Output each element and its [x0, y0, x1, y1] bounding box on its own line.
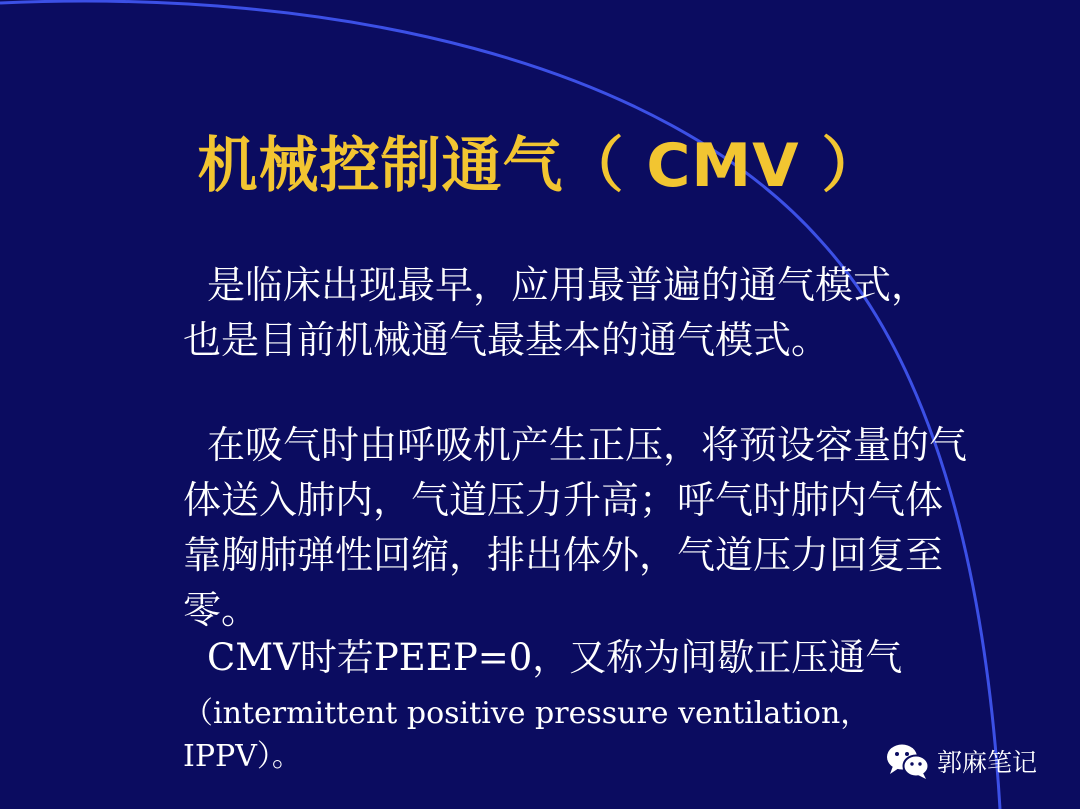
paragraph-definition: 是临床出现最早，应用最普遍的通气模式，也是目前机械通气最基本的通气模式。	[183, 263, 930, 362]
paragraph-ippv: （intermittent positive pressure ventilation，IPPV）。	[183, 696, 871, 774]
paragraph-peep: CMV时若PEEP=0，又称为间歇正压通气	[207, 636, 903, 679]
watermark-text: 郭麻笔记	[937, 748, 1038, 777]
watermark	[885, 738, 1037, 784]
slide-title: 机械控制通气（ CMV ）	[197, 131, 883, 201]
paragraph-mechanism: 在吸气时由呼吸机产生正压，将预设容量的气体送入肺内，气道压力升高；呼气时肺内气体靠胸肺弹性回缩，排出体外，气道压力回复至零。	[183, 423, 968, 632]
wechat-icon	[885, 741, 931, 781]
